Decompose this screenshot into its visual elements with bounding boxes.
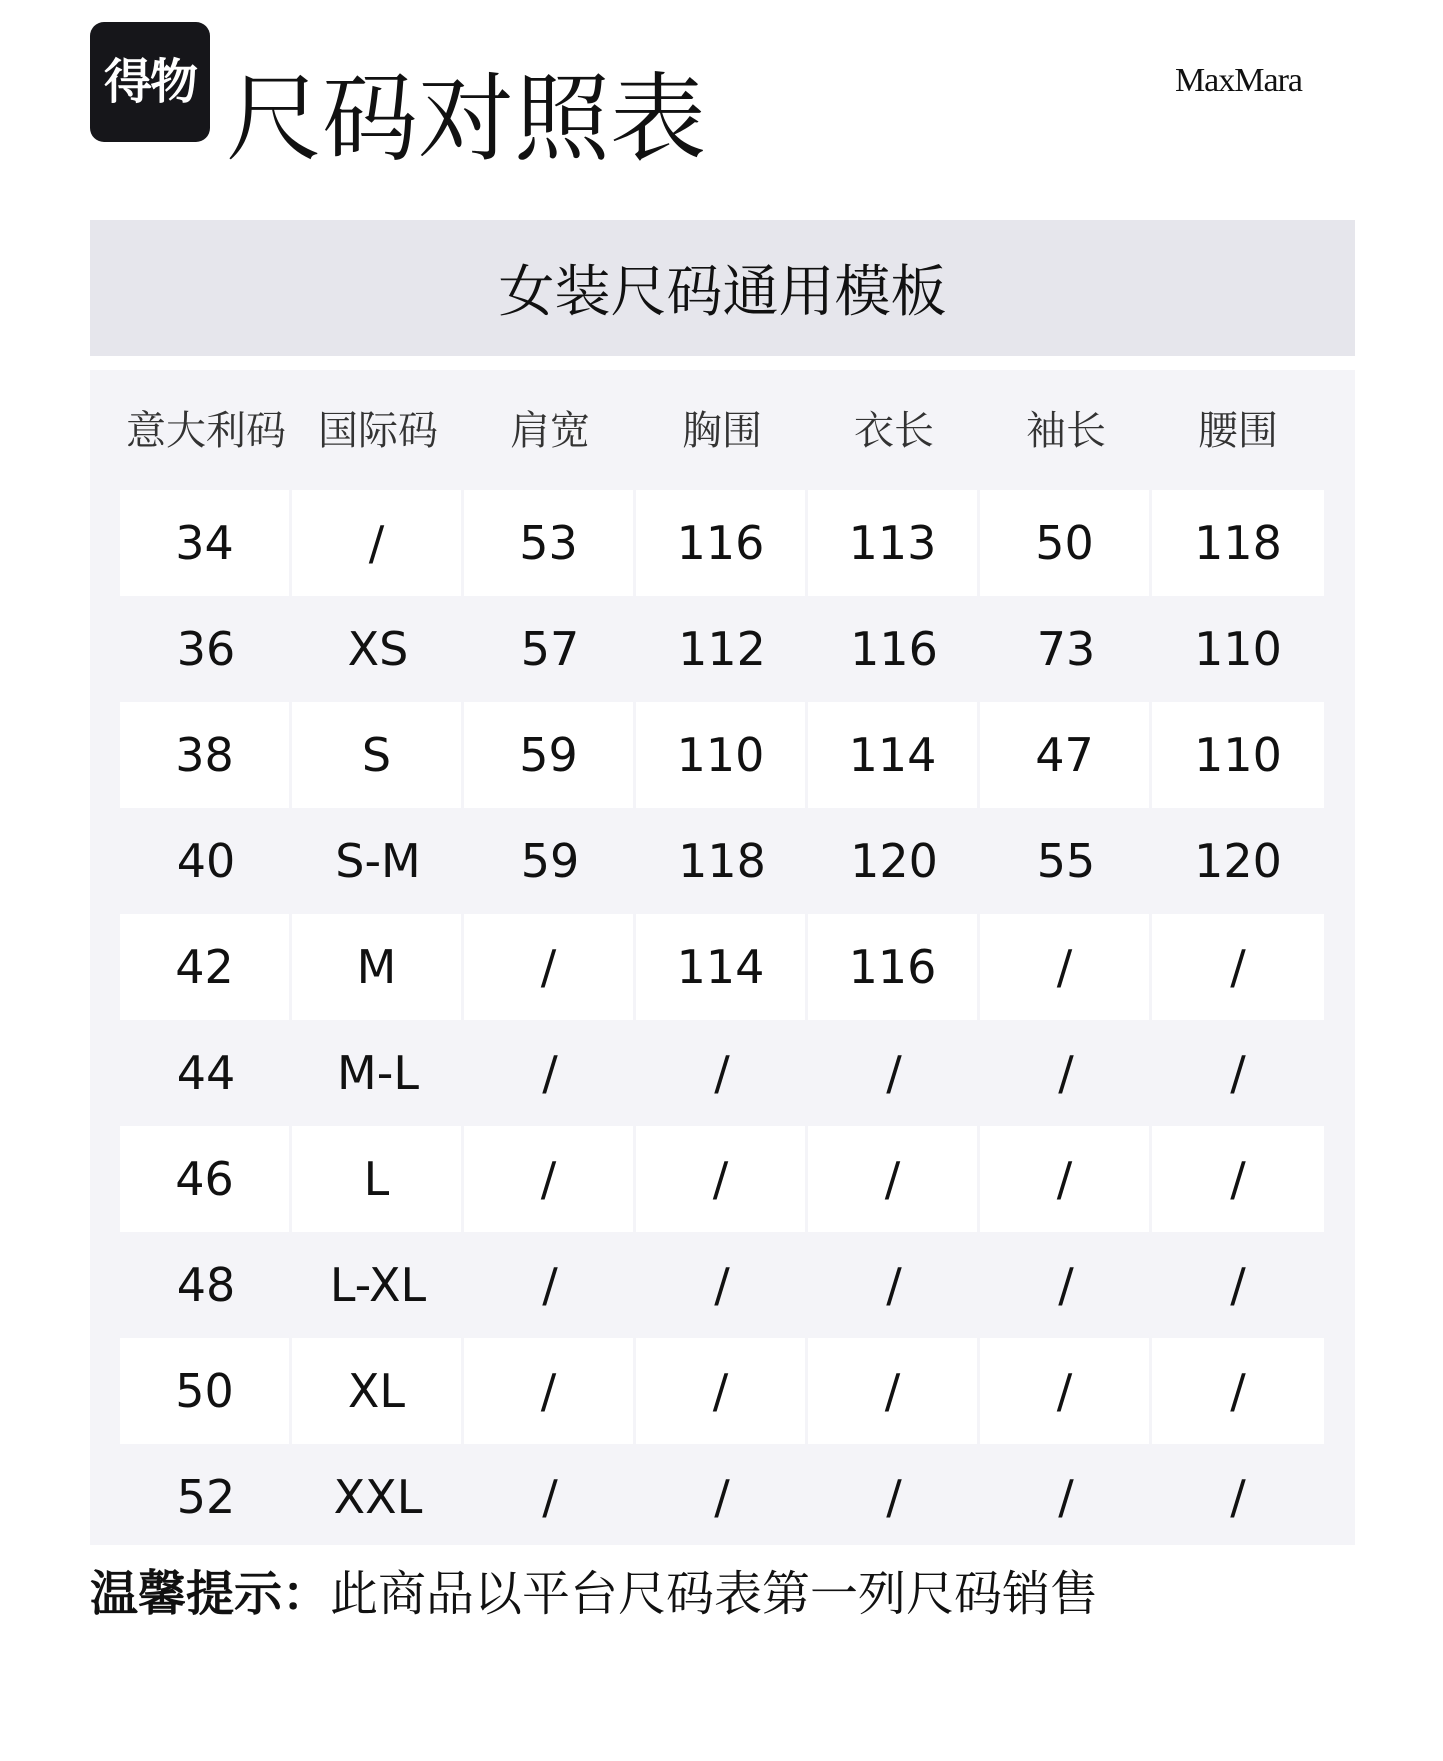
- table-cell: /: [464, 1126, 636, 1232]
- table-cell: /: [1152, 914, 1324, 1020]
- table-cell: 118: [1152, 490, 1324, 596]
- table-cell: 110: [636, 702, 808, 808]
- table-cell: 59: [520, 834, 580, 888]
- table-row: [120, 596, 1325, 702]
- table-cell: /: [542, 1046, 558, 1100]
- table-cell: /: [1058, 1470, 1074, 1524]
- table-cell: 53: [464, 490, 636, 596]
- table-row: [120, 1126, 1325, 1232]
- table-cell: /: [636, 1338, 808, 1444]
- table-cell: /: [886, 1046, 902, 1100]
- table-cell: /: [292, 490, 464, 596]
- header-italian-size: 意大利码: [126, 408, 286, 454]
- table-cell: /: [1058, 1046, 1074, 1100]
- table-cell: 73: [1036, 622, 1096, 676]
- table-cell: S-M: [335, 834, 421, 888]
- table-row: [120, 1444, 1325, 1550]
- app-logo-text: 得物: [103, 54, 196, 110]
- table-cell: 116: [808, 914, 980, 1020]
- table-cell: /: [542, 1470, 558, 1524]
- header-international-size: 国际码: [318, 408, 438, 454]
- table-cell: 57: [520, 622, 580, 676]
- table-cell: 110: [1194, 622, 1282, 676]
- table-cell: 116: [850, 622, 938, 676]
- table-cell: /: [542, 1258, 558, 1312]
- table-cell: /: [808, 1338, 980, 1444]
- table-cell: 40: [176, 834, 236, 888]
- table-cell: 112: [678, 622, 766, 676]
- table-cell: 59: [464, 702, 636, 808]
- table-cell: 42: [120, 914, 292, 1020]
- table-cell: 47: [980, 702, 1152, 808]
- brand-logo: MaxMara: [1174, 62, 1302, 99]
- header-waist: 腰围: [1198, 408, 1278, 454]
- table-cell: 110: [1152, 702, 1324, 808]
- table-cell: /: [886, 1258, 902, 1312]
- table-cell: 120: [850, 834, 938, 888]
- table-cell: /: [1230, 1470, 1246, 1524]
- table-row: [120, 1338, 1325, 1444]
- table-cell: /: [636, 1126, 808, 1232]
- table-cell: XXL: [333, 1470, 423, 1524]
- table-cell: /: [980, 1126, 1152, 1232]
- table-cell: /: [714, 1258, 730, 1312]
- table-cell: M-L: [337, 1046, 419, 1100]
- table-cell: XL: [292, 1338, 464, 1444]
- table-cell: 114: [808, 702, 980, 808]
- table-cell: 118: [678, 834, 766, 888]
- table-cell: S: [292, 702, 464, 808]
- table-cell: 36: [176, 622, 236, 676]
- table-cell: 44: [176, 1046, 236, 1100]
- header: [90, 22, 1350, 175]
- table-cell: 46: [120, 1126, 292, 1232]
- table-cell: 38: [120, 702, 292, 808]
- table-cell: XS: [347, 622, 409, 676]
- table-cell: /: [1152, 1126, 1324, 1232]
- table-cell: M: [292, 914, 464, 1020]
- notice: [90, 1562, 1350, 1626]
- template-title: 女装尺码通用模板: [498, 260, 947, 325]
- table-cell: /: [1058, 1258, 1074, 1312]
- header-chest: 胸围: [682, 408, 762, 454]
- table-cell: /: [714, 1470, 730, 1524]
- table-cell: 114: [636, 914, 808, 1020]
- table-cell: /: [714, 1046, 730, 1100]
- table-row: [120, 702, 1325, 808]
- table-cell: L: [292, 1126, 464, 1232]
- size-table: [90, 370, 1355, 1545]
- template-banner: [90, 220, 1355, 356]
- table-cell: /: [464, 1338, 636, 1444]
- table-row: [120, 1232, 1325, 1338]
- notice-text: 此商品以平台尺码表第一列尺码销售: [330, 1566, 1099, 1622]
- table-cell: 120: [1194, 834, 1282, 888]
- table-cell: 116: [636, 490, 808, 596]
- table-cell: /: [1230, 1258, 1246, 1312]
- table-row: [120, 1020, 1325, 1126]
- table-cell: /: [808, 1126, 980, 1232]
- table-cell: L-XL: [329, 1258, 427, 1312]
- table-cell: /: [886, 1470, 902, 1524]
- table-cell: 55: [1036, 834, 1096, 888]
- table-body: [120, 490, 1325, 1550]
- table-header-row: [120, 370, 1325, 485]
- table-row: [120, 808, 1325, 914]
- table-cell: 52: [176, 1470, 236, 1524]
- table-cell: /: [1152, 1338, 1324, 1444]
- notice-label: 温馨提示：: [90, 1566, 331, 1622]
- header-sleeve-length: 袖长: [1026, 408, 1106, 454]
- table-cell: 50: [120, 1338, 292, 1444]
- table-cell: 34: [120, 490, 292, 596]
- header-shoulder-width: 肩宽: [510, 408, 590, 454]
- table-cell: /: [980, 1338, 1152, 1444]
- table-cell: /: [980, 914, 1152, 1020]
- table-row: [120, 490, 1325, 596]
- table-cell: /: [464, 914, 636, 1020]
- table-cell: 48: [176, 1258, 236, 1312]
- table-cell: 50: [980, 490, 1152, 596]
- dewu-app-logo: [90, 22, 210, 142]
- table-cell: 113: [808, 490, 980, 596]
- page-title: 尺码对照表: [226, 63, 706, 175]
- table-row: [120, 914, 1325, 1020]
- header-length: 衣长: [854, 408, 934, 454]
- table-cell: /: [1230, 1046, 1246, 1100]
